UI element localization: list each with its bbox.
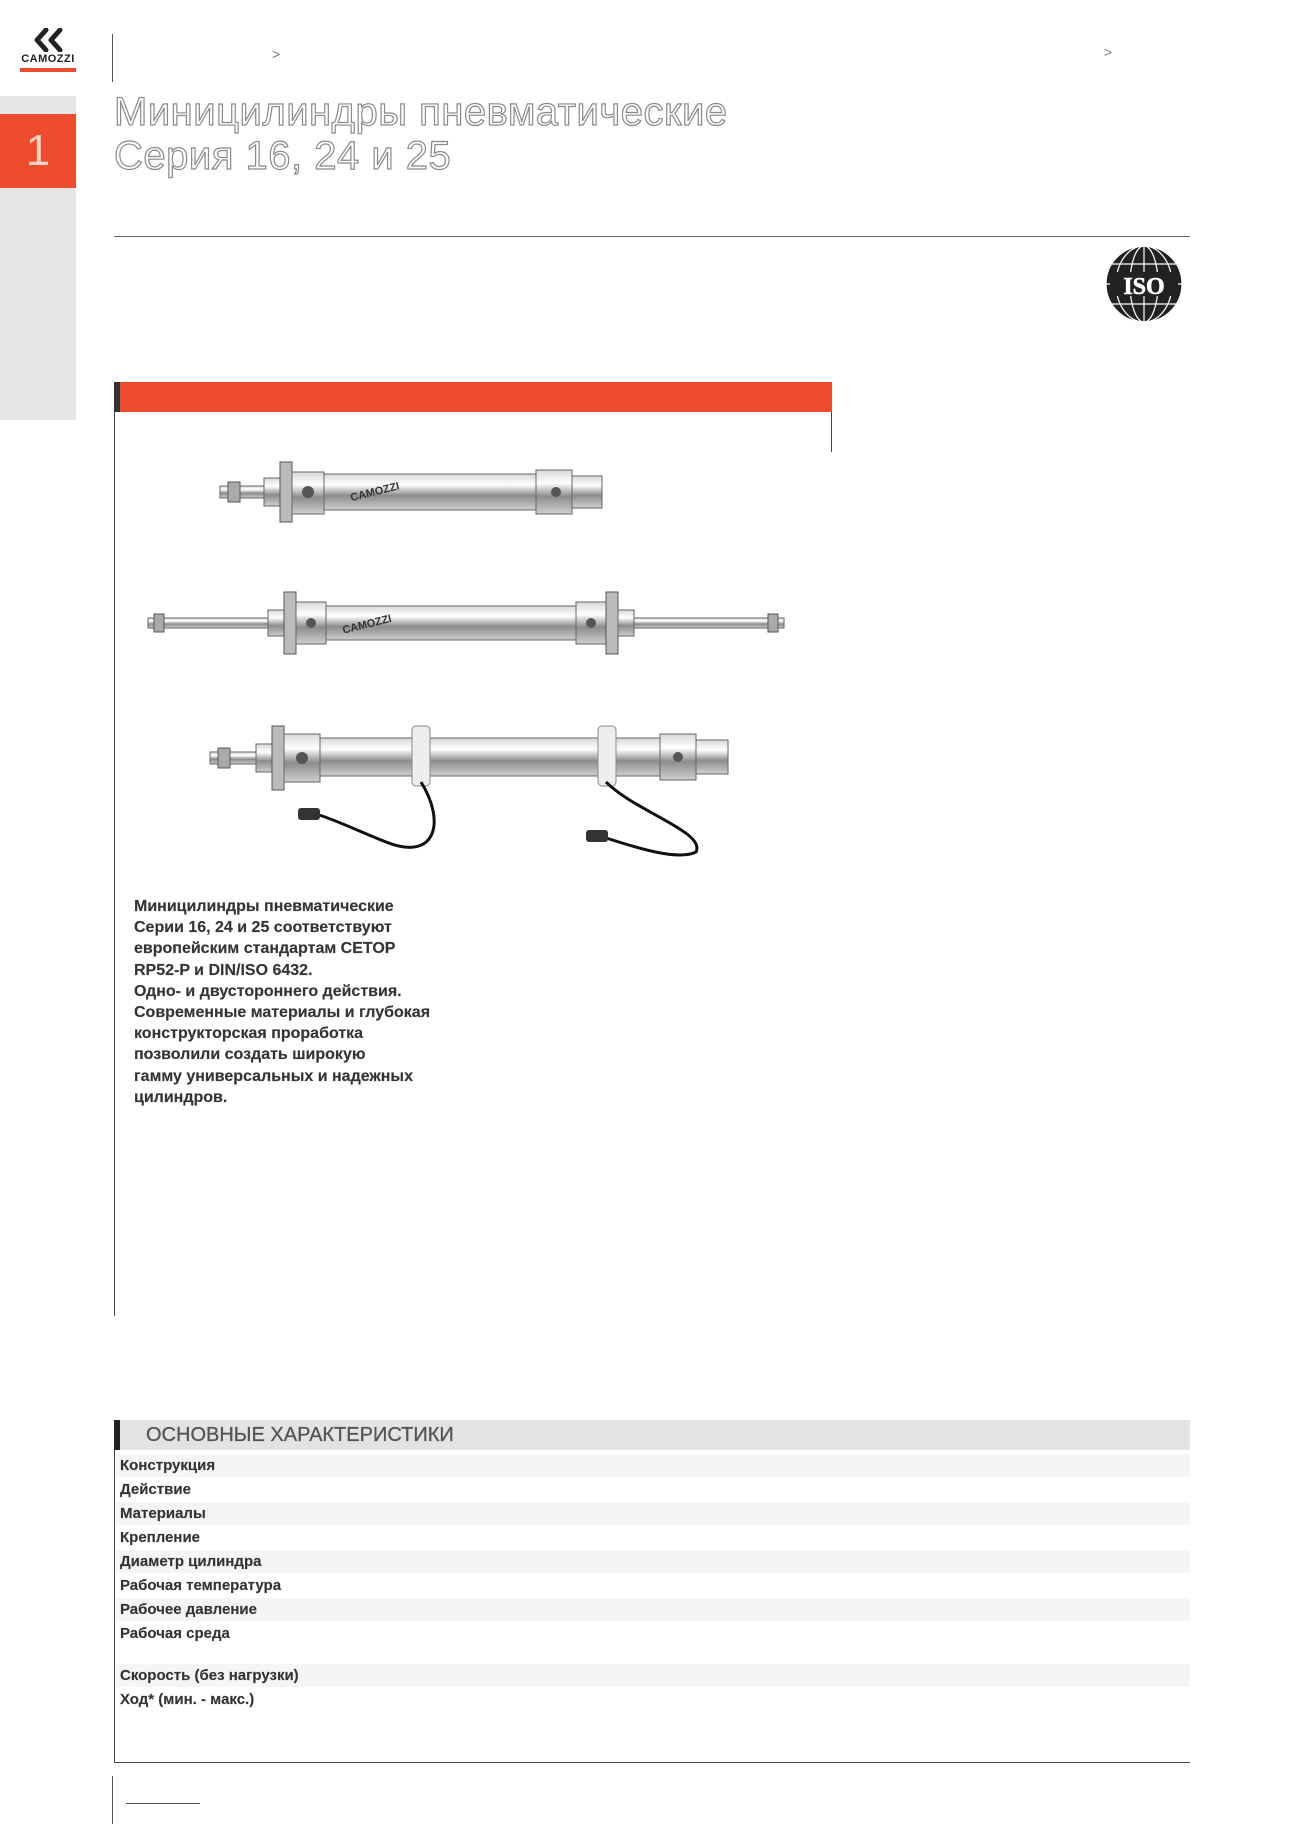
description-line: Современные материалы и глубокая <box>134 1004 431 1022</box>
globe-iso-icon <box>1104 244 1184 324</box>
table-row: Ход* (мин. - макс.) <box>120 1691 255 1708</box>
description-line: европейским стандартам CETOP <box>134 940 396 958</box>
iso-badge-text: ISO <box>1123 274 1165 300</box>
title-rule <box>114 236 1190 237</box>
description-line: Миницилиндры пневматические <box>134 898 394 915</box>
description-line: Серии 16, 24 и 25 соответствуют <box>134 919 392 937</box>
table-row: Скорость (без нагрузки) <box>116 1664 1190 1687</box>
table-row: Диаметр цилиндра <box>116 1550 1190 1573</box>
product-box-left-border <box>114 412 115 1316</box>
table-row: Действие <box>120 1481 191 1498</box>
product-box-right-border <box>831 412 832 452</box>
chapter-number: 1 <box>25 126 51 175</box>
cylinder-image-single-rod <box>214 448 694 536</box>
cylinder-image-through-rod <box>144 584 794 664</box>
description-line: Одно- и двустороннего действия. <box>134 982 402 1000</box>
footer-rule <box>126 1803 200 1804</box>
camozzi-logo-icon <box>33 28 65 52</box>
table-row: Рабочая температура <box>120 1577 282 1594</box>
characteristics-title: ОСНОВНЫЕ ХАРАКТЕРИСТИКИ <box>146 1424 454 1446</box>
product-box-notch <box>114 382 120 412</box>
characteristics-bottom-border <box>114 1762 1190 1763</box>
product-description <box>134 896 474 1108</box>
breadcrumb-arrow-right[interactable]: > <box>1104 44 1113 60</box>
description-line: конструкторская проработка <box>134 1025 364 1043</box>
cylinder-label-1: CAMOZZI <box>349 480 401 505</box>
page-title-line1: Миницилиндры пневматические <box>114 90 728 134</box>
table-row: Материалы <box>116 1502 1190 1525</box>
brand-bar <box>20 68 76 72</box>
table-row: Конструкция <box>116 1454 1190 1477</box>
footer-divider <box>112 1776 113 1824</box>
description-line: гамму универсальных и надежных <box>134 1067 413 1085</box>
table-row: Рабочее давление <box>116 1598 1190 1621</box>
camozzi-logo <box>18 28 78 74</box>
chapter-tab[interactable] <box>0 114 76 188</box>
brand-name: CAMOZZI <box>21 53 75 65</box>
cylinder-image-with-sensors <box>206 712 736 862</box>
characteristics-notch <box>114 1420 120 1450</box>
characteristics-left-border <box>114 1450 115 1762</box>
cylinder-label-2: CAMOZZI <box>341 612 393 637</box>
description-line: цилиндров. <box>134 1088 228 1106</box>
breadcrumb-arrow-left[interactable]: > <box>272 46 281 62</box>
table-row: Крепление <box>120 1529 201 1546</box>
header-divider <box>112 34 113 82</box>
table-row: Рабочая среда <box>120 1625 230 1642</box>
characteristics-header <box>114 1420 1190 1450</box>
description-line: позволили создать широкую <box>134 1046 366 1064</box>
page-title-line2: Серия 16, 24 и 25 <box>114 134 452 178</box>
description-line: RP52-P и DIN/ISO 6432. <box>134 961 313 979</box>
page-title <box>114 90 728 178</box>
product-box-header <box>114 382 832 412</box>
